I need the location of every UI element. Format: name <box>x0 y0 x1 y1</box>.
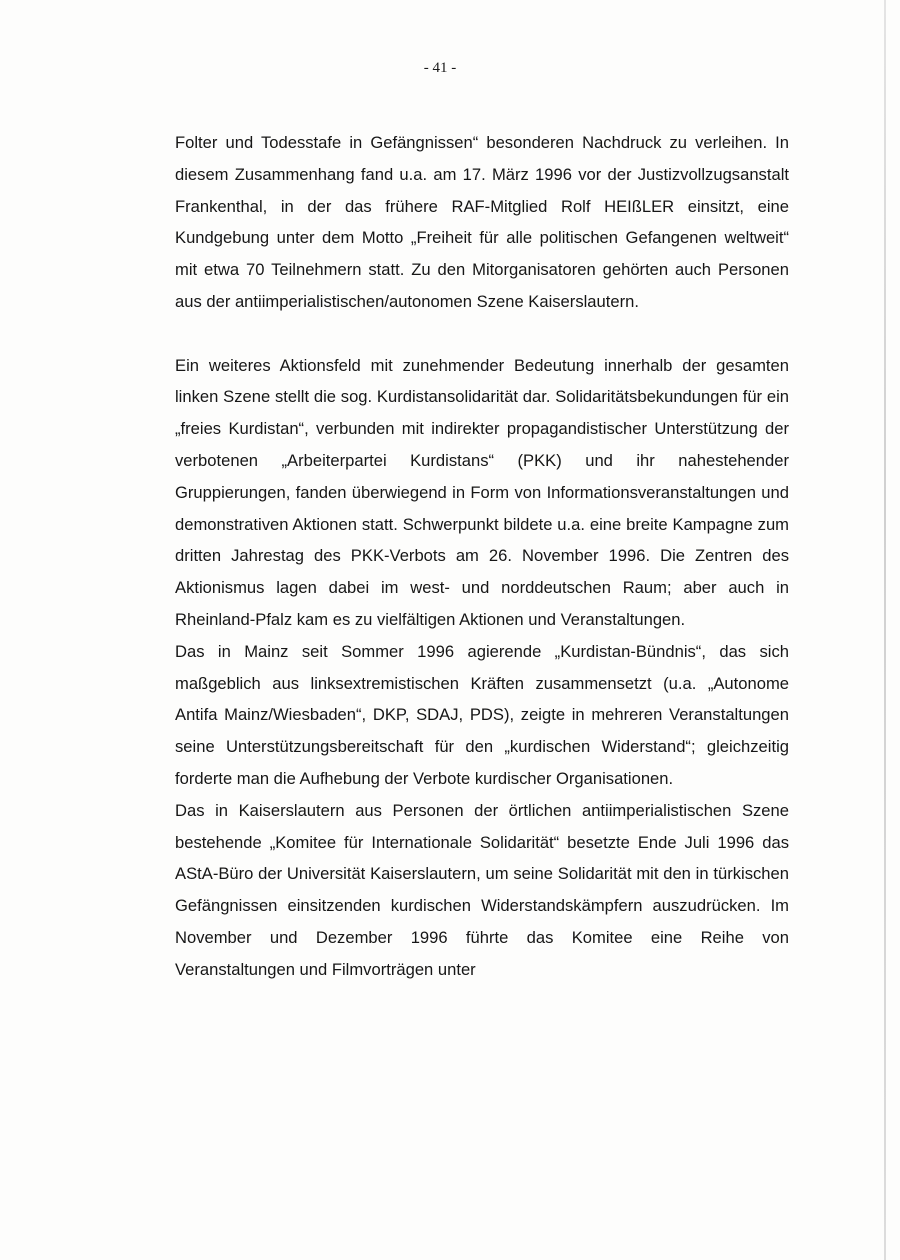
paragraph-4: Das in Kaiserslautern aus Personen der örtlichen antiimperialistischen Szene bestehende „Komitee für Internationale Solidarität“ besetzte Ende Juli 1996 das AStA-Büro der Universität Kaiserslautern, um seine Solidarität mit den in türkischen Gefängnissen einsitzenden kurdischen Widerstandskämpfern auszudrücken. Im November und Dezember 1996 führte das Komitee eine Reihe von Veranstaltungen und Filmvorträgen unter <box>175 800 789 979</box>
paragraph-1: Folter und Todesstafe in Gefängnissen“ besonderen Nachdruck zu verleihen. In diesem Zusammenhang fand u.a. am 17. März 1996 vor der Justizvollzugsanstalt Frankenthal, in der das frühere RAF-Mitglied Rolf HEIßLER einsitzt, eine Kundgebung unter dem Motto „Freiheit für alle politischen Gefangenen weltweit“ mit etwa 70 Teilnehmern statt. Zu den Mitorganisatoren gehörten auch Personen aus der antiimperialistischen/autonomen Szene Kaiserslautern. <box>175 133 789 311</box>
page-number: - 41 - <box>423 60 457 76</box>
paragraph-3: Das in Mainz seit Sommer 1996 agierende „Kurdistan-Bündnis“, das sich maßgeblich aus linksextremistischen Kräften zusammensetzt (u.a. „Autonome Antifa Mainz/Wiesbaden“, DKP, SDAJ, PDS), zeigte in mehreren Veranstaltungen seine Unterstützungsbereitschaft für den „kurdischen Widerstand“; gleichzeitig forderte man die Aufhebung der Verbote kurdischer Organisationen. <box>175 641 789 788</box>
scan-edge <box>884 0 886 1260</box>
paragraph-2: Ein weiteres Aktionsfeld mit zunehmender Bedeutung innerhalb der gesamten linken Szene stellt die sog. Kurdistansolidarität dar. Solidaritätsbekundungen für ein „freies Kurdistan“, verbunden mit indirekter propagandistischer Unterstützung der verbotenen „Arbeiterpartei Kurdistans“ (PKK) und ihr nahestehender Gruppierungen, fanden überwiegend in Form von Informationsveranstaltungen und demonstrativen Aktionen statt. Schwerpunkt bildete u.a. eine breite Kampagne zum dritten Jahrestag des PKK-Verbots am 26. November 1996. Die Zentren des Aktionismus lagen dabei im west- und norddeutschen Raum; aber auch in Rheinland-Pfalz kam es zu vielfältigen Aktionen und Veranstaltungen. <box>175 355 789 629</box>
body-text <box>175 127 789 986</box>
